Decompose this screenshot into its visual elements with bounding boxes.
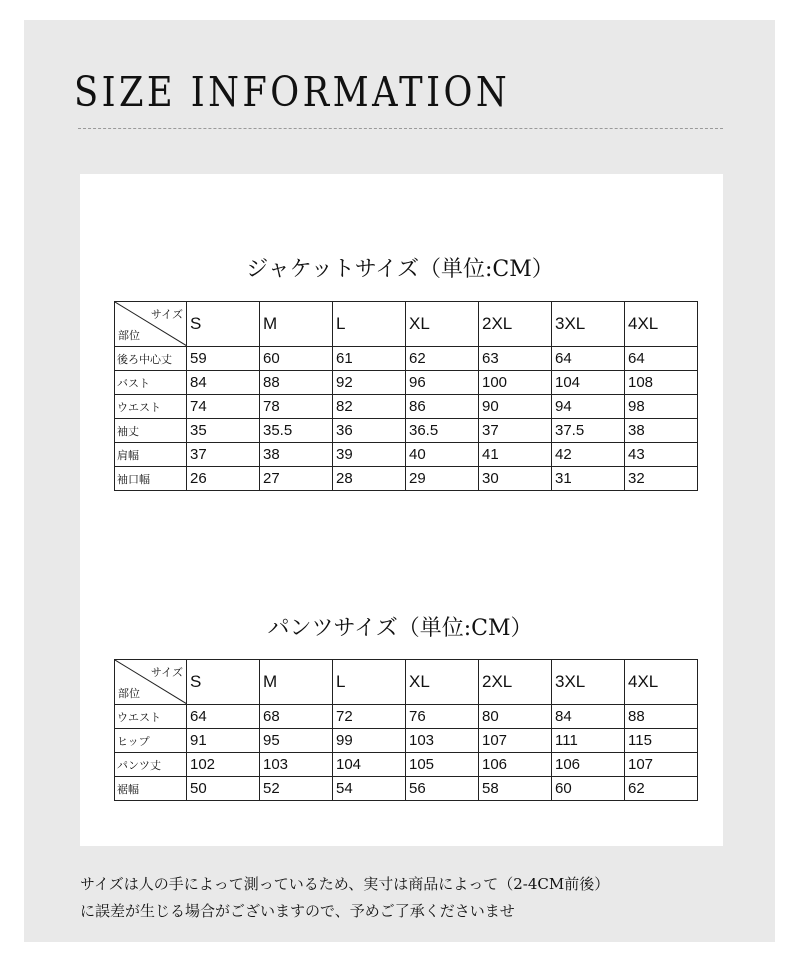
row-label: 袖丈 (115, 419, 187, 443)
table-cell: 95 (260, 729, 333, 753)
table-cell: 111 (552, 729, 625, 753)
jacket-corner-cell (115, 302, 187, 347)
table-cell: 107 (625, 753, 698, 777)
table-cell: 88 (625, 705, 698, 729)
table-cell: 29 (406, 467, 479, 491)
table-cell: 26 (187, 467, 260, 491)
table-cell: 72 (333, 705, 406, 729)
table-cell: 38 (625, 419, 698, 443)
column-header: S (187, 302, 260, 347)
pants-corner-cell (115, 660, 187, 705)
table-row (115, 753, 698, 777)
jacket-header-row (115, 302, 698, 347)
corner-part-label: 部位 (118, 329, 140, 342)
table-row (115, 419, 698, 443)
table-row (115, 705, 698, 729)
table-cell: 92 (333, 371, 406, 395)
pants-size-table (114, 659, 698, 801)
table-row (115, 371, 698, 395)
pants-section-title: パンツサイズ（単位:CM） (267, 616, 533, 641)
table-cell: 64 (187, 705, 260, 729)
row-label: ヒップ (115, 729, 187, 753)
table-row (115, 443, 698, 467)
table-cell: 99 (333, 729, 406, 753)
table-cell: 82 (333, 395, 406, 419)
row-label: バスト (115, 371, 187, 395)
row-label: パンツ丈 (115, 753, 187, 777)
table-cell: 62 (625, 777, 698, 801)
table-cell: 106 (552, 753, 625, 777)
jacket-size-table (114, 301, 698, 491)
table-cell: 28 (333, 467, 406, 491)
table-cell: 103 (406, 729, 479, 753)
table-cell: 36.5 (406, 419, 479, 443)
table-cell: 96 (406, 371, 479, 395)
table-cell: 98 (625, 395, 698, 419)
table-cell: 100 (479, 371, 552, 395)
table-cell: 90 (479, 395, 552, 419)
row-label: 肩幅 (115, 443, 187, 467)
table-cell: 115 (625, 729, 698, 753)
table-cell: 50 (187, 777, 260, 801)
row-label: ウエスト (115, 395, 187, 419)
column-header: 2XL (479, 660, 552, 705)
table-cell: 31 (552, 467, 625, 491)
column-header: 3XL (552, 302, 625, 347)
row-label: ウエスト (115, 705, 187, 729)
table-cell: 94 (552, 395, 625, 419)
table-cell: 62 (406, 347, 479, 371)
table-cell: 38 (260, 443, 333, 467)
table-row (115, 729, 698, 753)
table-cell: 35 (187, 419, 260, 443)
table-cell: 88 (260, 371, 333, 395)
table-cell: 84 (552, 705, 625, 729)
table-cell: 108 (625, 371, 698, 395)
table-cell: 105 (406, 753, 479, 777)
row-label: 裾幅 (115, 777, 187, 801)
table-cell: 64 (625, 347, 698, 371)
table-cell: 86 (406, 395, 479, 419)
table-cell: 103 (260, 753, 333, 777)
column-header: M (260, 660, 333, 705)
table-cell: 37.5 (552, 419, 625, 443)
row-label: 後ろ中心丈 (115, 347, 187, 371)
table-cell: 63 (479, 347, 552, 371)
corner-size-label: サイズ (150, 308, 183, 321)
table-cell: 91 (187, 729, 260, 753)
column-header: L (333, 302, 406, 347)
table-cell: 35.5 (260, 419, 333, 443)
table-cell: 54 (333, 777, 406, 801)
table-cell: 68 (260, 705, 333, 729)
column-header: 4XL (625, 660, 698, 705)
table-cell: 104 (333, 753, 406, 777)
table-cell: 59 (187, 347, 260, 371)
column-header: L (333, 660, 406, 705)
pants-header-row (115, 660, 698, 705)
table-cell: 32 (625, 467, 698, 491)
table-cell: 42 (552, 443, 625, 467)
table-cell: 37 (187, 443, 260, 467)
table-cell: 106 (479, 753, 552, 777)
table-cell: 60 (552, 777, 625, 801)
table-row (115, 395, 698, 419)
measurement-note-line1: サイズは人の手によって測っているため、実寸は商品によって（2-4CM前後） (80, 875, 610, 893)
table-cell: 60 (260, 347, 333, 371)
table-cell: 39 (333, 443, 406, 467)
table-cell: 102 (187, 753, 260, 777)
row-label: 袖口幅 (115, 467, 187, 491)
table-cell: 56 (406, 777, 479, 801)
column-header: XL (406, 302, 479, 347)
table-cell: 64 (552, 347, 625, 371)
table-cell: 104 (552, 371, 625, 395)
table-cell: 37 (479, 419, 552, 443)
column-header: XL (406, 660, 479, 705)
table-cell: 107 (479, 729, 552, 753)
column-header: 2XL (479, 302, 552, 347)
table-cell: 30 (479, 467, 552, 491)
table-cell: 84 (187, 371, 260, 395)
table-cell: 78 (260, 395, 333, 419)
table-cell: 74 (187, 395, 260, 419)
table-cell: 43 (625, 443, 698, 467)
table-cell: 52 (260, 777, 333, 801)
table-cell: 58 (479, 777, 552, 801)
table-row (115, 347, 698, 371)
title-divider (78, 128, 723, 129)
column-header: 3XL (552, 660, 625, 705)
table-row (115, 777, 698, 801)
column-header: S (187, 660, 260, 705)
table-row (115, 467, 698, 491)
table-cell: 76 (406, 705, 479, 729)
column-header: M (260, 302, 333, 347)
measurement-note-line2: に誤差が生じる場合がございますので、予めご了承くださいませ (80, 902, 515, 920)
corner-size-label: サイズ (150, 666, 183, 679)
table-cell: 40 (406, 443, 479, 467)
table-cell: 41 (479, 443, 552, 467)
jacket-section-title: ジャケットサイズ（単位:CM） (246, 257, 554, 282)
table-cell: 80 (479, 705, 552, 729)
column-header: 4XL (625, 302, 698, 347)
corner-part-label: 部位 (118, 687, 140, 700)
table-cell: 61 (333, 347, 406, 371)
table-cell: 36 (333, 419, 406, 443)
page-title: SIZE INFORMATION (74, 68, 511, 116)
table-cell: 27 (260, 467, 333, 491)
